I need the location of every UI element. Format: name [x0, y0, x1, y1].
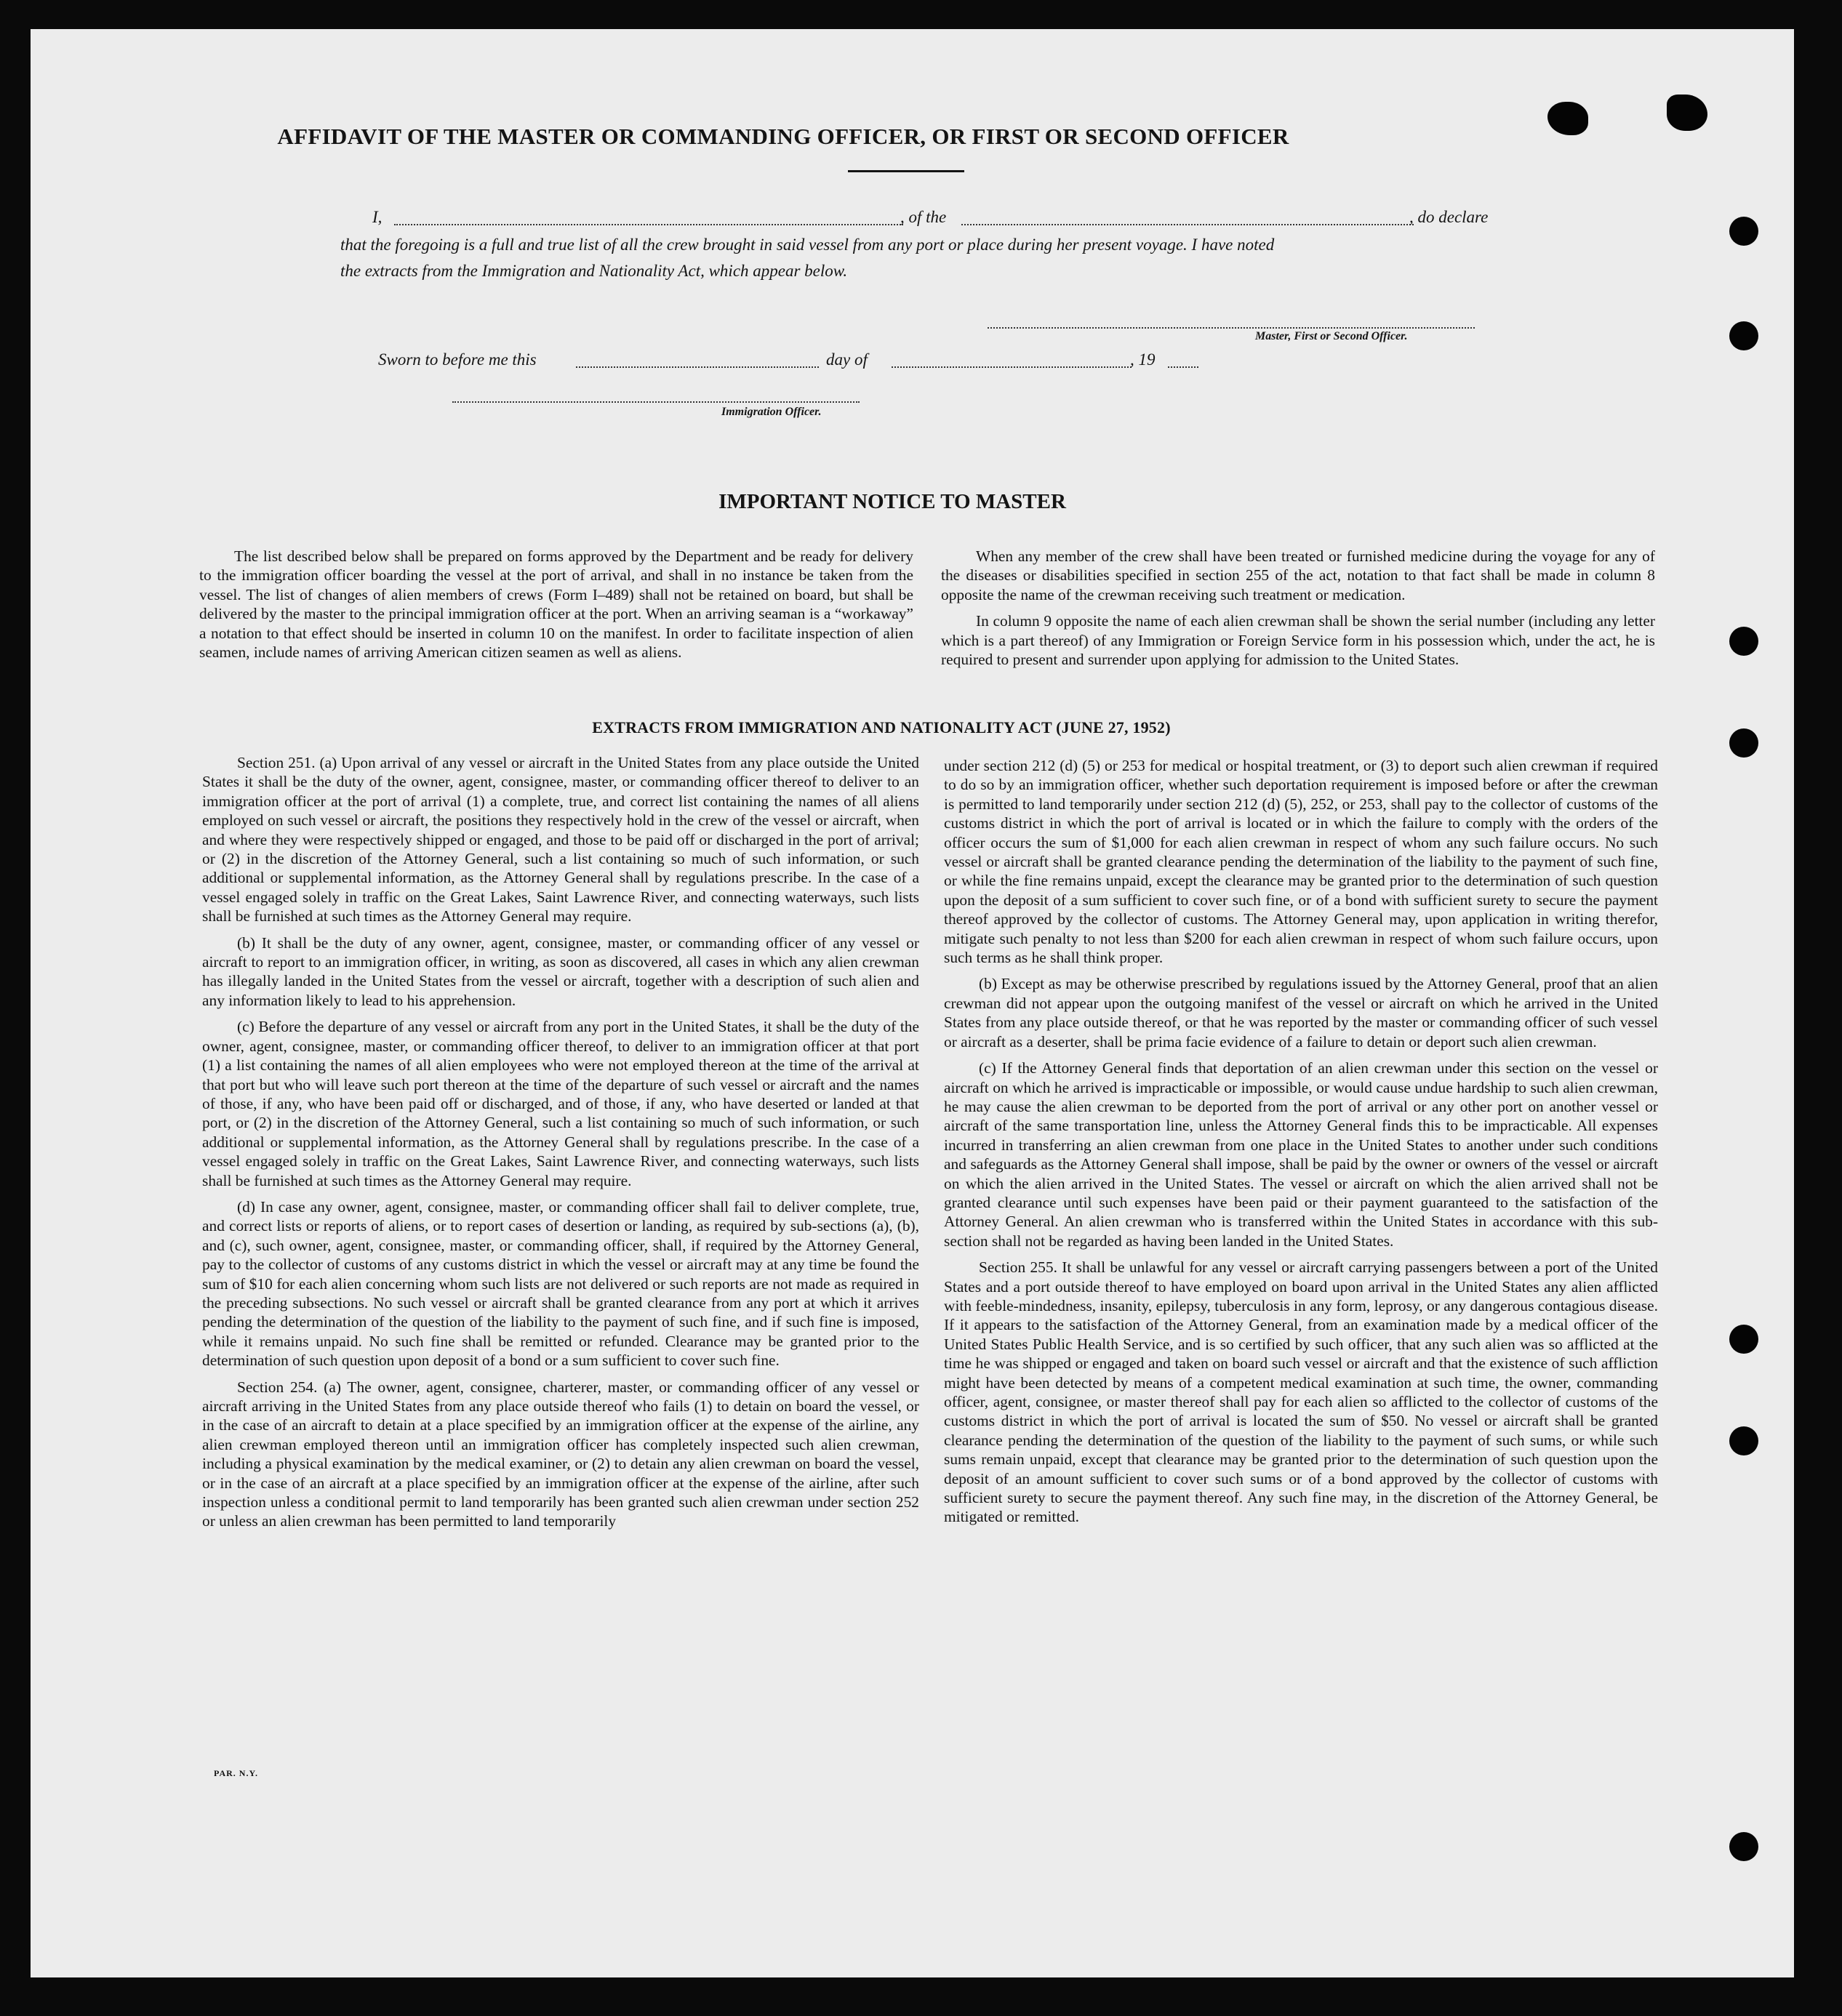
- notice-title: IMPORTANT NOTICE TO MASTER: [718, 490, 1066, 513]
- notice-paragraph: When any member of the crew shall have been treated or furnished medicine during the voyage for any of the diseases or disabilities specified in section 255 of the act, notation to that fact shall be made in column 8 opposite the name of the crewman receiving such treatment or medication.: [941, 547, 1655, 603]
- binder-hole: [1729, 1832, 1758, 1861]
- binder-hole: [1729, 627, 1758, 656]
- binder-hole: [1729, 217, 1758, 246]
- act-section-paragraph: Section 255. It shall be unlawful for any vessel or aircraft carrying passengers between a port of the United States and a port outside thereof to have employed on board upon arrival in the United States any alien afflicted with feeble-mindedness, insanity, epilepsy, tuberculosis in any form, leprosy, or any dangerous contagious disease. If it appears to the satisfaction of the Attorney General, from an examination made by a medical officer of the United States Public Health Service, and is so certified by such officer, that any such alien was so afflicted at the time he was shipped or engaged and taken on board such vessel or aircraft and that the existence of such affliction might have been detected by means of a competent medical examination at such time, the owner, commanding officer, agent, consignee, or master thereof shall pay for each alien so afflicted to the collector of customs of the customs district in which the port of arrival is located the sum of $50. No vessel or aircraft shall be granted clearance pending the determination of the question of the liability to the payment of such sums, or while such sums remain unpaid, except that clearance may be granted prior to the determination of such question upon the deposit of an amount sufficient to cover such sums or of a bond approved by the collector of customs with sufficient surety to secure the payment thereof. Any such fine may, in the discretion of the Attorney General, be mitigated or remitted.: [944, 1258, 1658, 1526]
- act-section-paragraph: (b) It shall be the duty of any owner, agent, consignee, master, or commanding officer of any vessel or aircraft to report to an immigration officer, in writing, as soon as discovered, all cases in which any alien crewman has illegally landed in the United States from the vessel or aircraft, together with a description of such alien and any information likely to lead to his apprehension.: [202, 933, 919, 1009]
- binder-hole: [1729, 1426, 1758, 1455]
- extracts-right-column: [944, 756, 1658, 1534]
- sworn-month-field[interactable]: [892, 366, 1132, 368]
- declarant-label: I,: [372, 208, 383, 226]
- vessel-name-field[interactable]: [961, 224, 1414, 225]
- affidavit-title: AFFIDAVIT OF THE MASTER OR COMMANDING OFFICER, OR FIRST OR SECOND OFFICER: [277, 124, 1289, 149]
- sworn-label: Sworn to before me this: [378, 350, 537, 369]
- of-the-label: , of the: [900, 208, 947, 226]
- day-of-label: day of: [826, 350, 868, 369]
- act-section-paragraph: (c) If the Attorney General finds that deportation of an alien crewman under this section on the vessel or aircraft on which he arrived is impracticable or impossible, or would cause undue hardship to such alien crewman, he may cause the alien crewman to be deported from the port of arrival or any other port on another vessel or aircraft of the same transportation line, unless the Attorney General finds this to be impracticable. All expenses incurred in transferring an alien crewman from one place in the United States to another under such conditions and safeguards as the Attorney General shall impose, shall be paid by the owner or owners of the vessel or aircraft on which the alien arrived in the United States. The vessel or aircraft on which the alien arrived shall not be granted clearance until such expenses have been paid or their payment guaranteed to the satisfaction of the Attorney General. An alien crewman who is transferred within the United States in accordance with this sub-section shall not be regarded as having been landed in the United States.: [944, 1059, 1658, 1250]
- binder-hole: [1729, 728, 1758, 758]
- sworn-day-field[interactable]: [576, 366, 819, 368]
- notice-paragraph: The list described below shall be prepared on forms approved by the Department and be ready for delivery to the immigration officer boarding the vessel at the port of arrival, and shall in no instance be taken from the vessel. The list of changes of alien members of crews (Form I–489) shall not be retained on board, but shall be delivered by the master to the principal immigration officer at the port. When an arriving seaman is a “workaway” a notation to that effect should be inserted in column 10 on the manifest. In order to facilitate inspection of alien seamen, include names of arriving American citizen seamen as well as aliens.: [199, 547, 913, 662]
- sworn-year-field[interactable]: [1168, 366, 1198, 368]
- act-section-paragraph: (d) In case any owner, agent, consignee, master, or commanding officer shall fail to deliver complete, true, and correct lists or reports of aliens, or to report cases of desertion or landing, as required by sub-sections (a), (b), and (c), such owner, agent, consignee, master, or commanding officer, shall, if required by the Attorney General, pay to the collector of customs of any customs district in which the vessel or aircraft may at any time be found the sum of $10 for each alien concerning whom such lists are not delivered or such reports are not made as required in the preceding subsections. No such vessel or aircraft shall be granted clearance from any port at which it arrives pending the determination of the question of the liability to the payment of such fine, and if such fine is imposed, while it remains unpaid. No such fine shall be remitted or refunded. Clearance may be granted prior to the determination of such question upon deposit of a bond or a sum sufficient to cover such fine.: [202, 1197, 919, 1370]
- act-section-paragraph: under section 212 (d) (5) or 253 for medical or hospital treatment, or (3) to deport such alien crewman if required to do so by an immigration officer, whether such deportation requirement is imposed before or after the crewman is permitted to land temporarily under section 212 (d) (5), 252, or 253, shall pay to the collector of customs of the customs district in which the port of arrival is located or in which the failure to comply with the orders of the officer occurs the sum of $1,000 for each alien crewman in respect of whom any such failure occurs. No such vessel or aircraft shall be granted clearance pending the determination of the liability to the payment of such fine, or while the fine remains unpaid, except the clearance may be granted prior to the determination of such question upon the deposit of a sum sufficient to cover such fine, or of a bond with sufficient surety to secure the payment thereof approved by the collector of customs. The Attorney General may, upon application in writing therefor, mitigate such penalty to not less than $200 for each alien crewman in respect of whom such failure occurs, upon such terms as he shall think proper.: [944, 757, 1658, 967]
- binder-hole: [1667, 95, 1707, 131]
- act-section-paragraph: (b) Except as may be otherwise prescribed by regulations issued by the Attorney General, proof that an alien crewman did not appear upon the outgoing manifest of the vessel or aircraft on which he arrived in the United States from any place outside thereof, or that he was reported by the master or commanding officer of such vessel or aircraft as a deserter, shall be prima facie evidence of a failure to detain or deport such alien crewman.: [944, 975, 1658, 1051]
- declarant-name-field[interactable]: [394, 224, 903, 225]
- master-signature-label: Master, First or Second Officer.: [1255, 330, 1408, 342]
- year-label: , 19: [1130, 350, 1156, 369]
- extracts-title: EXTRACTS FROM IMMIGRATION AND NATIONALITY ACT (JUNE 27, 1952): [592, 718, 1171, 736]
- notice-left-column: [199, 547, 913, 669]
- declaration-text-line-1: that the foregoing is a full and true list of all the crew brought in said vessel from any port or place during her present voyage. I have noted: [340, 236, 1275, 254]
- title-underline: [848, 170, 964, 172]
- declaration-text-line-2: the extracts from the Immigration and Nationality Act, which appear below.: [340, 262, 848, 280]
- immigration-officer-signature-field[interactable]: [452, 401, 860, 403]
- binder-hole: [1729, 321, 1758, 350]
- act-section-paragraph: Section 251. (a) Upon arrival of any vessel or aircraft in the United States from any place outside the United States it shall be the duty of the owner, agent, consignee, master, or commanding officer thereof to deliver to an immigration officer at the port of arrival (1) a complete, true, and correct list containing the names of all aliens employed on such vessel or aircraft, the positions they respectively hold in the crew of the vessel or aircraft, when and where they were respectively shipped or engaged, and those to be paid off or discharged in the port of arrival; or (2) in the discretion of the Attorney General, such a list containing so much of such information, or such additional or supplemental information, as the Attorney General shall by regulations prescribe. In the case of a vessel engaged solely in traffic on the Great Lakes, Saint Lawrence River, and connecting waterways, such lists shall be furnished at such times as the Attorney General may require.: [202, 754, 919, 925]
- binder-hole: [1547, 102, 1588, 135]
- notice-right-column: [941, 547, 1655, 676]
- extracts-left-column: [202, 753, 919, 1538]
- printer-mark: PAR. N.Y.: [214, 1768, 259, 1778]
- master-signature-field[interactable]: [988, 327, 1475, 329]
- act-section-paragraph: (c) Before the departure of any vessel or aircraft from any port in the United States, it shall be the duty of the owner, agent, consignee, master, or commanding officer thereof, to deliver to an immigration officer at that port (1) a list containing the names of all alien employees who were not employed thereon at the time of the arrival at that port but who will leave such port thereon at the time of the departure of such vessel or aircraft and the names of those, if any, who have been paid off or discharged, and of those, if any, who have deserted or landed at that port, or (2) in the discretion of the Attorney General, such a list containing so much of such information, or such additional or supplemental information, as the Attorney General shall by regulations prescribe. In the case of a vessel engaged solely in traffic on the Great Lakes, Saint Lawrence River, and connecting waterways, such lists shall be furnished at such times as the Attorney General may require.: [202, 1018, 919, 1189]
- do-declare-label: , do declare: [1409, 208, 1489, 226]
- immigration-officer-label: Immigration Officer.: [721, 406, 822, 418]
- form-page: [31, 29, 1794, 1977]
- act-section-paragraph: Section 254. (a) The owner, agent, consignee, charterer, master, or commanding officer of any vessel or aircraft arriving in the United States from any place outside thereof who fails (1) to detain on board the vessel, or in the case of an aircraft to detain at a place specified by an immigration officer at the expense of the airline, any alien crewman employed thereon until an immigration officer has completely inspected such alien crewman, including a physical examination by the medical examiner, or (2) to detain any alien crewman on board the vessel, or in the case of an aircraft at a place specified by an immigration officer at the expense of the airline, after such inspection unless a conditional permit to land temporarily has been granted such alien crewman under section 252 or unless an alien crewman has been permitted to land temporarily: [202, 1378, 919, 1530]
- binder-hole: [1729, 1325, 1758, 1354]
- notice-paragraph: In column 9 opposite the name of each alien crewman shall be shown the serial number (including any letter which is a part thereof) of any Immigration or Foreign Service form in his possession which, under the act, he is required to present and surrender upon applying for admission to the United States.: [941, 612, 1655, 669]
